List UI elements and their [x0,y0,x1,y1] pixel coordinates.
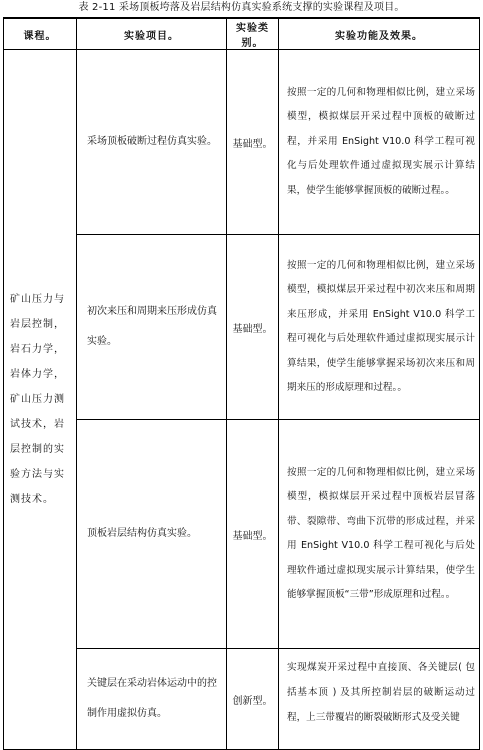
effect-cell: 按照一定的几何和物理相似比例，建立采场模型，模拟煤层开采过程中顶板的破断过程，并采用 EnSight V10.0 科学工程可视化与后处理软件通过虚拟现实展示计算结果，使学生能够掌握顶板的破断过程。。 [279,50,480,235]
category-cell: 基础型。 [227,50,279,235]
project-cell: 顶板岩层结构仿真实验。 [77,420,227,649]
effect-cell: 按照一定的几何和物理相似比例，建立采场模型，模拟煤层开采过程中顶板岩层冒落带、裂隙带、弯曲下沉带的形成过程，并采用 EnSight V10.0 科学工程可视化与后处理软件通过虚拟现实展示计算结果，使学生能够掌握顶板“三带”形成原理和过程。。 [279,420,480,649]
course-cell: 矿山压力与岩层控制，岩石力学，岩体力学，矿山压力测试技术，岩层控制的实验方法与实测技术。 [4,50,77,750]
project-cell: 初次来压和周期来压形成仿真实验。 [77,235,227,420]
effect-cell: 实现煤炭开采过程中直接顶、各关键层( 包括基本顶 ) 及其所控制岩层的破断运动过程，上三带覆岩的断裂破断形式及受关键 [279,649,480,750]
header-effect: 实验功能及效果。 [279,18,480,50]
project-cell: 采场顶板破断过程仿真实验。 [77,50,227,235]
effect-cell: 按照一定的几何和物理相似比例，建立采场模型，模拟煤层开采过程中初次来压和周期来压形成，并采用 EnSight V10.0 科学工程可视化与后处理软件通过虚拟现实展示计算结果，使学生能够掌握采场初次来压和周期来压的形成原理和过程。。 [279,235,480,420]
table-header-row [4,18,480,50]
table-row [4,50,480,235]
category-cell: 基础型。 [227,420,279,649]
header-project: 实验项目。 [77,18,227,50]
category-cell: 创新型。 [227,649,279,750]
table-caption: 表 2-11 采场顶板垮落及岩层结构仿真实验系统支撑的实验课程及项目。 [78,2,405,13]
category-cell: 基础型。 [227,235,279,420]
header-course: 课程。 [4,18,77,50]
header-category: 实验类别。 [227,18,279,50]
course-project-table [3,17,480,750]
project-cell: 关键层在采动岩体运动中的控制作用虚拟仿真。 [77,649,227,750]
